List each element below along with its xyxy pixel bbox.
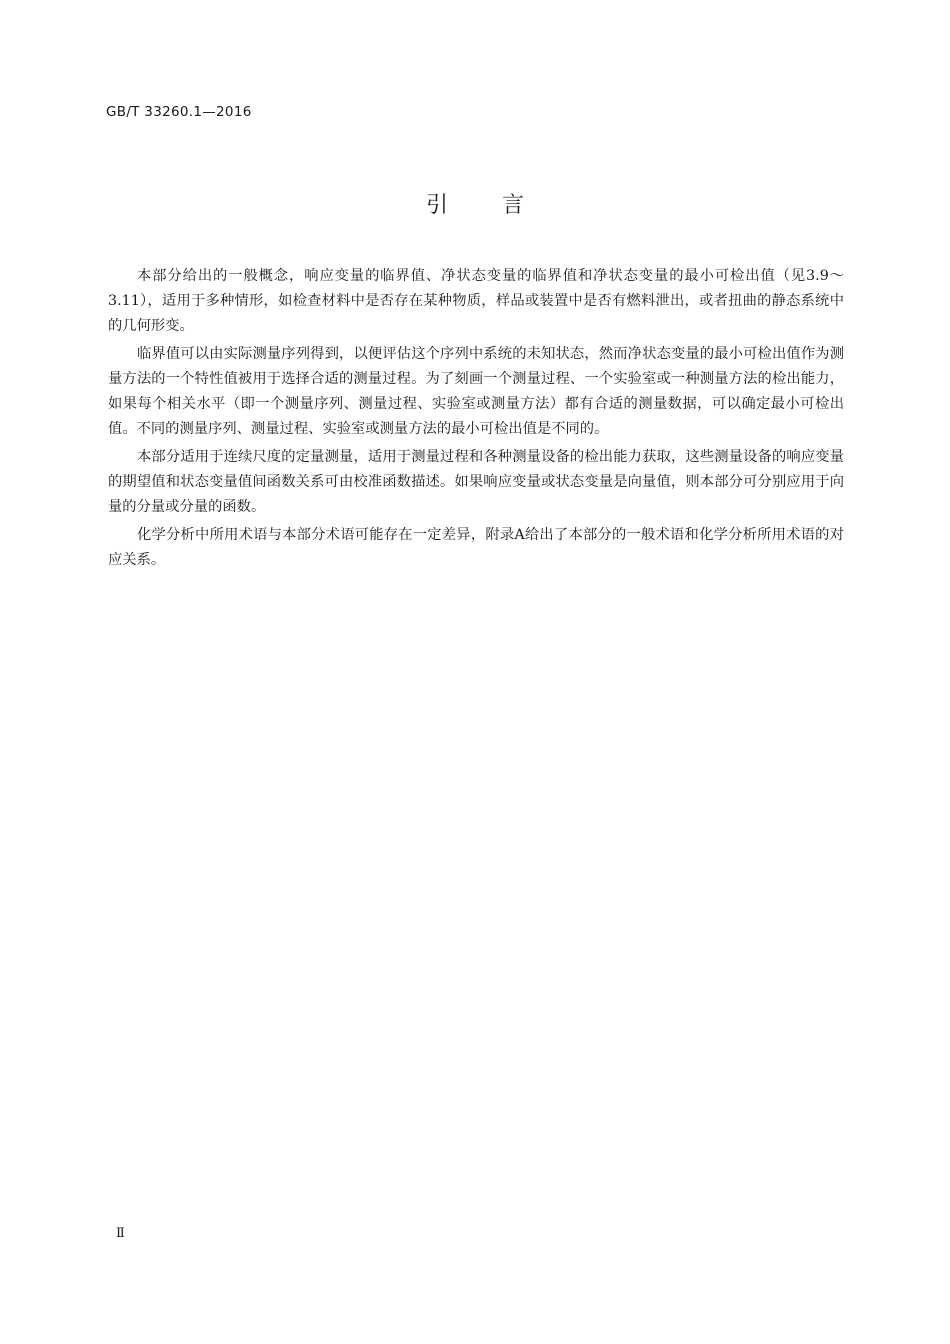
paragraph-applicability: 本部分适用于连续尺度的定量测量，适用于测量过程和各种测量设备的检出能力获取，这些测量设备的响应变量的期望值和状态变量值间函数关系可由校准函数描述。如果响应变量或状态变量是向量值，则本部分可分别应用于向量的分量或分量的函数。 [108,449,844,515]
page-number: Ⅱ [116,1226,124,1241]
paragraph-scope-concepts: 本部分给出的一般概念，响应变量的临界值、净状态变量的临界值和净状态变量的最小可检出值（见3.9～3.11），适用于多种情形，如检查材料中是否存在某种物质，样品或装置中是否有燃料泄出，或者扭曲的静态系统中的几何形变。 [108,268,844,334]
paragraph-terminology: 化学分析中所用术语与本部分术语可能存在一定差异，附录A给出了本部分的一般术语和化学分析所用术语的对应关系。 [108,527,844,568]
section-title: 引言 [425,193,578,218]
paragraph-critical-values: 临界值可以由实际测量序列得到，以便评估这个序列中系统的未知状态，然而净状态变量的最小可检出值作为测量方法的一个特性值被用于选择合适的测量过程。为了刻画一个测量过程、一个实验室或一种测量方法的检出能力，如果每个相关水平（即一个测量序列、测量过程、实验室或测量方法）都有合适的测量数据，可以确定最小可检出值。不同的测量序列、测量过程、实验室或测量方法的最小可检出值是不同的。 [108,346,844,437]
body-text [108,264,844,576]
standard-code: GB/T 33260.1—2016 [106,104,252,120]
